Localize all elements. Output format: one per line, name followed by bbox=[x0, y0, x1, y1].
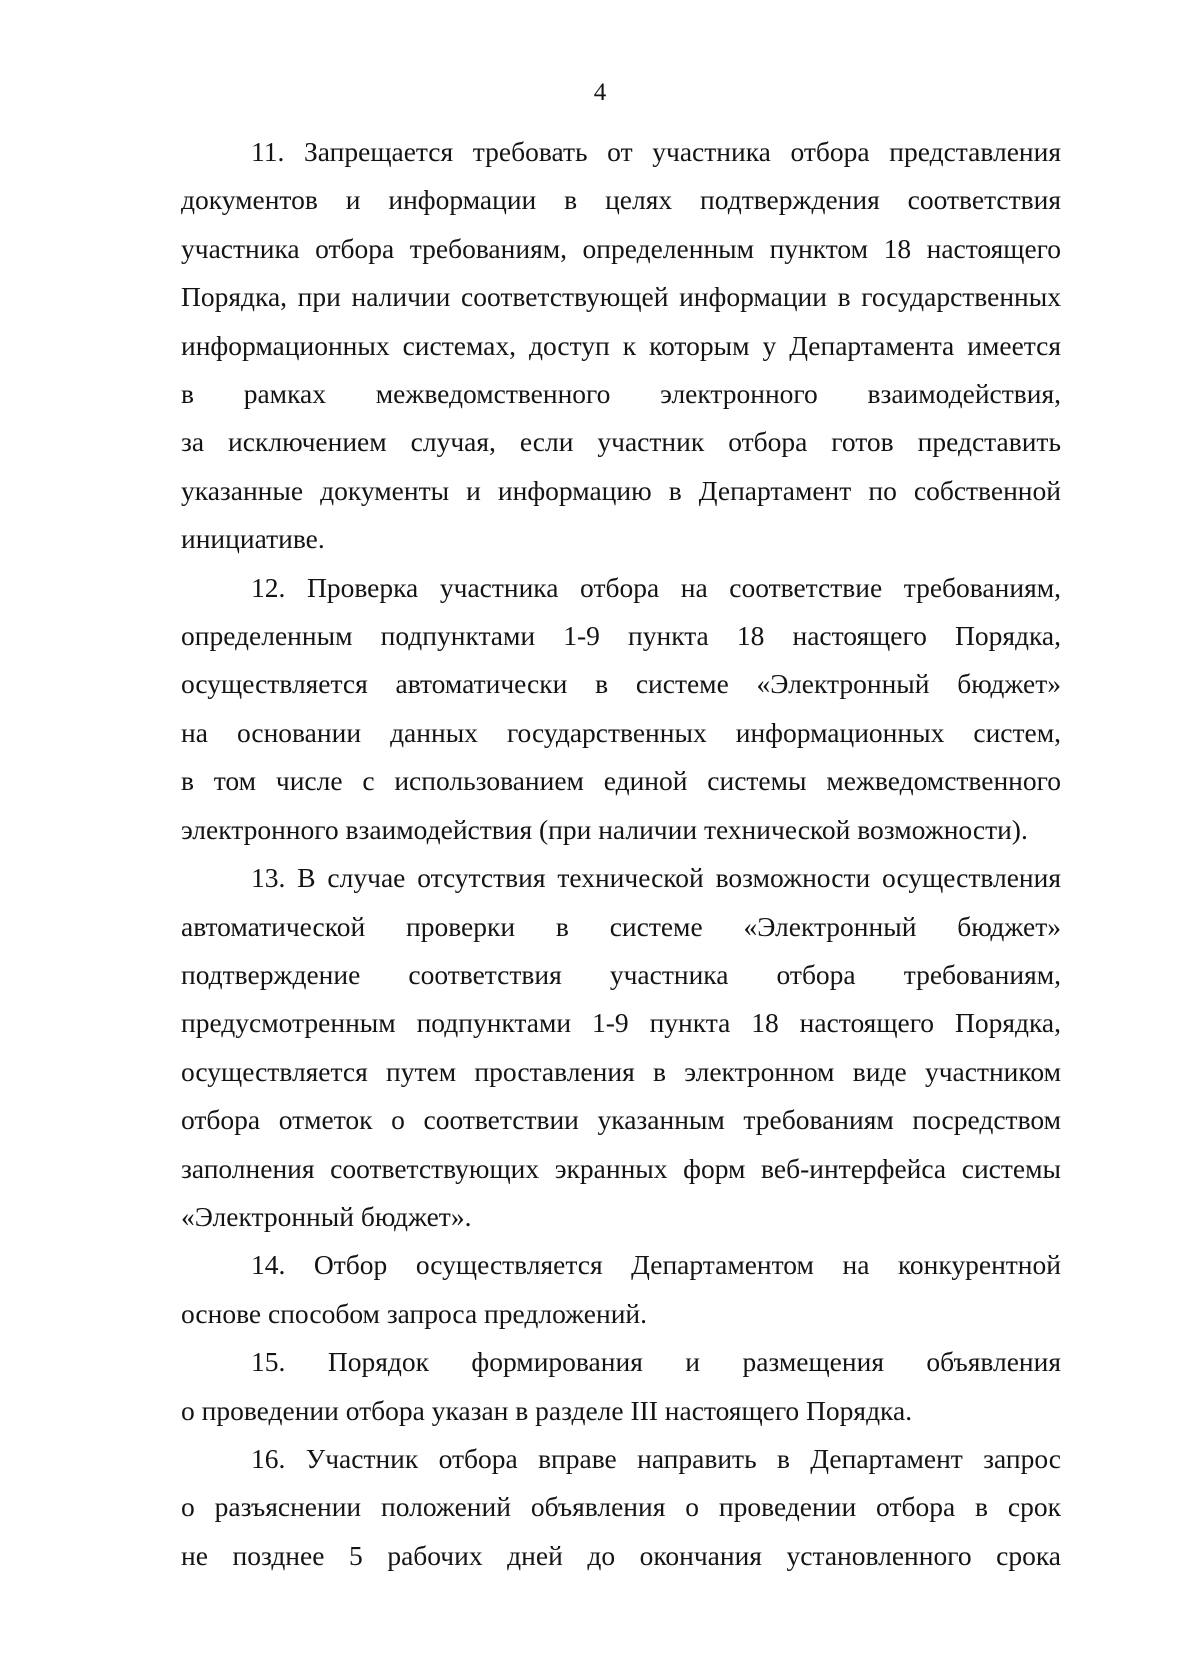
text-line: 14. Отбор осуществляется Департаментом на конкурентной bbox=[251, 1249, 1061, 1281]
text-line: о проведении отбора указан в разделе III настоящего Порядка. bbox=[181, 1394, 913, 1426]
text-line: 13. В случае отсутствия технической возможности осуществления bbox=[251, 862, 1061, 894]
text-line: определенным подпунктами 1-9 пункта 18 настоящего Порядка, bbox=[181, 620, 1061, 652]
text-line: автоматической проверки в системе «Электронный бюджет» bbox=[181, 910, 1061, 942]
text-line: не позднее 5 рабочих дней до окончания установленного срока bbox=[181, 1539, 1061, 1571]
text-line: в рамках межведомственного электронного взаимодействия, bbox=[181, 378, 1061, 410]
text-line: подтверждение соответствия участника отбора требованиям, bbox=[181, 958, 1061, 990]
text-line: участника отбора требованиям, определенным пунктом 18 настоящего bbox=[181, 232, 1061, 264]
text-line: отбора отметок о соответствии указанным требованиям посредством bbox=[181, 1104, 1061, 1136]
paragraph-2 bbox=[181, 564, 1061, 854]
text-line: 15. Порядок формирования и размещения объявления bbox=[251, 1346, 1061, 1378]
text-line: «Электронный бюджет». bbox=[181, 1200, 472, 1232]
text-line: инициативе. bbox=[181, 523, 325, 555]
text-line: 12. Проверка участника отбора на соответствие требованиям, bbox=[251, 571, 1061, 603]
text-line: о разъяснении положений объявления о проведении отбора в срок bbox=[181, 1491, 1061, 1523]
text-line: основе способом запроса предложений. bbox=[181, 1297, 648, 1329]
paragraph-6 bbox=[181, 1435, 1061, 1580]
text-line: за исключением случая, если участник отбора готов представить bbox=[181, 426, 1061, 458]
text-line: предусмотренным подпунктами 1-9 пункта 18 настоящего Порядка, bbox=[181, 1007, 1061, 1039]
text-line: электронного взаимодействия (при наличии технической возможности). bbox=[181, 813, 1028, 845]
text-line: информационных системах, доступ к которым у Департамента имеется bbox=[181, 329, 1061, 361]
text-line: в том числе с использованием единой системы межведомственного bbox=[181, 765, 1061, 797]
paragraph-1 bbox=[181, 128, 1061, 564]
paragraph-4 bbox=[181, 1241, 1061, 1338]
paragraph-5 bbox=[181, 1338, 1061, 1435]
page-number: 4 bbox=[593, 79, 607, 106]
text-line: на основании данных государственных информационных систем, bbox=[181, 716, 1061, 748]
text-line: документов и информации в целях подтверждения соответствия bbox=[181, 184, 1061, 216]
text-line: Порядка, при наличии соответствующей информации в государственных bbox=[181, 281, 1061, 313]
text-line: указанные документы и информацию в Департамент по собственной bbox=[181, 474, 1061, 506]
text-line: заполнения соответствующих экранных форм веб-интерфейса системы bbox=[181, 1152, 1061, 1184]
text-line: осуществляется путем проставления в электронном виде участником bbox=[181, 1055, 1061, 1087]
text-line: 11. Запрещается требовать от участника отбора представления bbox=[251, 136, 1061, 167]
document-body bbox=[181, 128, 1061, 1580]
text-line: осуществляется автоматически в системе «Электронный бюджет» bbox=[181, 668, 1061, 700]
paragraph-3 bbox=[181, 854, 1061, 1241]
text-line: 16. Участник отбора вправе направить в Департамент запрос bbox=[251, 1442, 1061, 1474]
